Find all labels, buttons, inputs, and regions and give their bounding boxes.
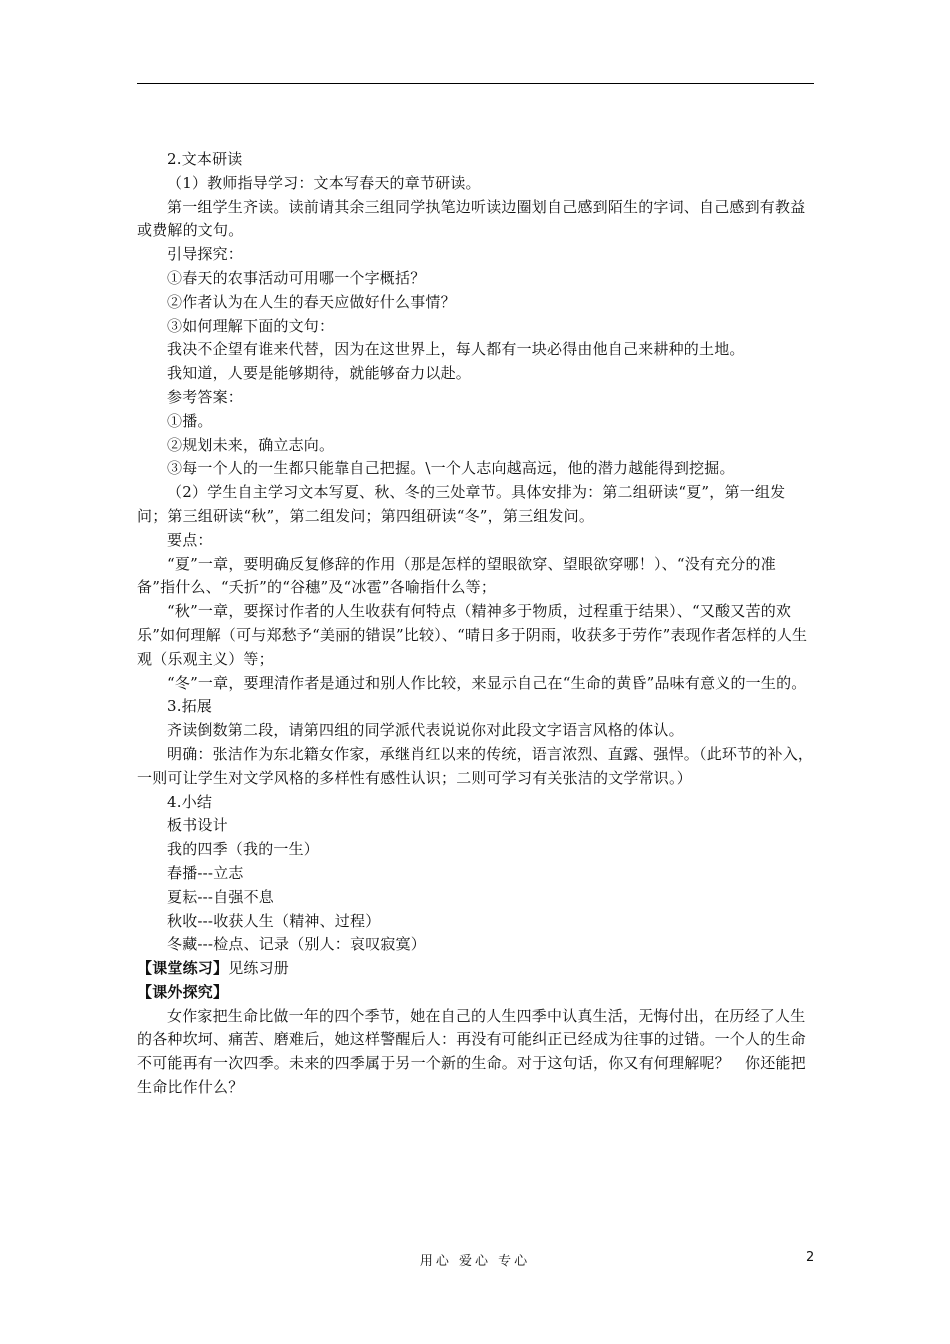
practice-paragraph (137, 957, 814, 981)
body-paragraph: 要点： (167, 530, 213, 549)
body-paragraph: （2）学生自主学习文本写夏、秋、冬的三处章节。具体安排为：第二组研读“夏”，第一组发问；第三组研读“秋”，第二组发问；第四组研读“冬”，第三组发问。 (137, 483, 786, 525)
body-lines (137, 148, 814, 957)
body-paragraph: “夏”一章，要明确反复修辞的作用（那是怎样的望眼欲穿、望眼欲穿哪！）、“没有充分的准备”指什么、“夭折”的“谷穗”及“冰雹”各喻指什么等； (137, 554, 776, 597)
body-paragraph: 第一组学生齐读。读前请其余三组同学执笔边听读边圈划自己感到陌生的字词、自己感到有教益或费解的文句。 (137, 197, 806, 240)
body-paragraph: ②作者认为在人生的春天应做好什么事情？ (167, 292, 456, 311)
body-paragraph: 我决不企望有谁来代替，因为在这世界上，每人都有一块必得由他自己来耕种的土地。 (167, 340, 745, 359)
body-paragraph: 参考答案： (167, 387, 244, 406)
body-paragraph: ③如何理解下面的文句： (167, 316, 335, 335)
explore-heading: 【课外探究】 (137, 982, 229, 1001)
body-paragraph: 春播---立志 (167, 863, 244, 882)
body-paragraph: ②规划未来，确立志向。 (167, 435, 335, 454)
body-paragraph: 明确：张洁作为东北籍女作家，承继肖红以来的传统，语言浓烈、直露、强悍。（此环节的补入，一则可让学生对文学风格的多样性有感性认识；二则可学习有关张洁的文学常识。） (137, 744, 814, 787)
body-paragraph: ③每一个人的一生都只能靠自己把握。\一个人志向越高远，他的潜力越能得到挖掘。 (167, 459, 735, 478)
body-paragraph: 夏耘---自强不息 (167, 887, 275, 906)
body-paragraph: 3.拓展 (167, 697, 213, 716)
body-paragraph: 板书设计 (167, 816, 228, 835)
footer-slogan: 用心 爱心 专心 (419, 1254, 531, 1269)
page-number: 2 (806, 1250, 815, 1265)
body-paragraph: 我的四季（我的一生） (167, 840, 320, 859)
body-paragraph: “秋”一章，要探讨作者的人生收获有何特点（精神多于物质，过程重于结果）、“又酸又苦的欢乐”如何理解（可与郑愁予“美丽的错误”比较）、“晴日多于阴雨，收获多于劳作”表现作者怎样的人生观（乐观主义）等； (137, 602, 808, 668)
body-paragraph: “冬”一章，要理清作者是通过和别人作比较，来显示自己在“生命的黄昏”品味有意义的一生的。 (167, 673, 807, 692)
body-paragraph: 冬藏---检点、记录（别人：哀叹寂寞） (167, 935, 427, 954)
practice-heading: 【课堂练习】 (137, 959, 229, 978)
body-paragraph: 2.文本研读 (167, 150, 243, 168)
body-paragraph: 4.小结 (167, 792, 213, 811)
page-body (137, 148, 814, 1100)
body-paragraph: 秋收---收获人生（精神、过程） (167, 911, 381, 930)
body-paragraph: 齐读倒数第二段，请第四组的同学派代表说说你对此段文字语言风格的体认。 (167, 721, 684, 740)
body-paragraph: 引导探究： (167, 245, 244, 264)
body-paragraph: 我知道，人要是能够期待，就能够奋力以赴。 (167, 364, 472, 383)
header-rule (137, 83, 814, 84)
body-paragraph: （1）教师指导学习：文本写春天的章节研读。 (167, 173, 481, 192)
explore-paragraph: 女作家把生命比做一年的四个季节，她在自己的人生四季中认真生活，无悔付出，在历经了人生的各种坎坷、痛苦、磨难后，她这样警醒后人：再没有可能纠正已经成为往事的过错。一个人的生命不可能再有一次四季。未来的四季属于另一个新的生命。对于这句话，你又有何理解呢？ 你还能把生命比作什么？ (137, 1006, 806, 1097)
body-paragraph: ①春天的农事活动可用哪一个字概括？ (167, 268, 426, 287)
practice-text: 见练习册 (228, 959, 290, 978)
body-paragraph: ①播。 (167, 411, 213, 430)
